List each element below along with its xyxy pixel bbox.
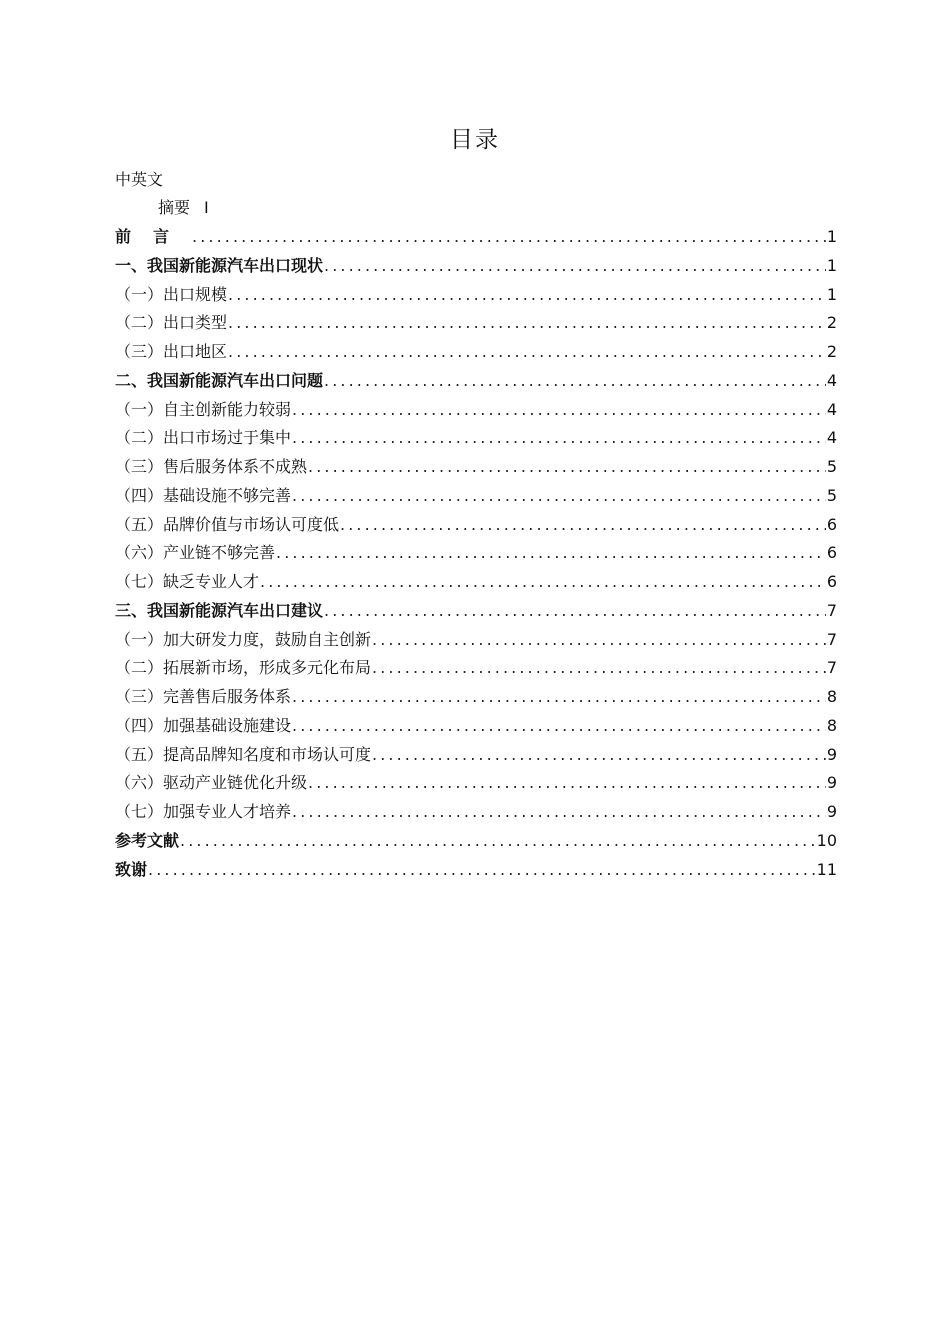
toc-dot-leader (308, 769, 826, 798)
toc-entry[interactable] (115, 511, 837, 540)
toc-entry-page: 1 (826, 255, 837, 275)
toc-entry-page: 9 (826, 802, 837, 821)
toc-entry-page: 7 (826, 658, 837, 678)
toc-dot-leader (292, 482, 826, 511)
toc-dot-leader (308, 453, 826, 482)
toc-abstract-line (158, 197, 209, 219)
toc-dot-leader (180, 827, 816, 856)
toc-dot-leader (148, 856, 816, 885)
toc-list (115, 223, 837, 884)
toc-entry[interactable] (115, 712, 837, 741)
toc-entry-page: 2 (826, 313, 837, 333)
toc-entry-page: 7 (826, 600, 837, 620)
toc-entry-page: 4 (826, 428, 837, 448)
toc-entry-label: （三）出口地区 (115, 342, 228, 361)
toc-entry-label: （一）出口规模 (115, 284, 228, 304)
toc-entry-page: 4 (826, 370, 837, 390)
toc-entry-page: 1 (826, 227, 837, 246)
toc-entry[interactable] (115, 453, 837, 482)
toc-entry-page: 8 (826, 687, 837, 706)
toc-entry[interactable] (115, 424, 837, 453)
toc-dot-leader (292, 424, 826, 453)
toc-entry[interactable] (115, 741, 837, 770)
toc-entry[interactable] (115, 597, 837, 626)
toc-entry-label: （四）加强基础设施建设 (115, 715, 292, 735)
toc-entry[interactable] (115, 281, 837, 310)
toc-abstract-label: 摘要 (158, 198, 191, 217)
toc-entry-page: 9 (826, 744, 837, 764)
toc-dot-leader (372, 741, 826, 770)
page-title: 目录 (450, 127, 500, 153)
toc-dot-leader (228, 281, 826, 310)
toc-entry-page: 1 (826, 284, 837, 304)
toc-dot-leader (228, 338, 826, 367)
toc-dot-leader (228, 309, 826, 338)
toc-entry[interactable] (115, 769, 837, 798)
toc-entry-page: 2 (826, 342, 837, 361)
toc-entry-label: （一）加大研发力度，鼓励自主创新 (115, 629, 372, 649)
toc-entry-page: 5 (826, 457, 837, 476)
toc-entry[interactable] (115, 367, 837, 396)
toc-entry[interactable] (115, 683, 837, 712)
toc-dot-leader (324, 597, 826, 626)
toc-entry-label: 二、我国新能源汽车出口问题 (115, 370, 324, 390)
toc-dot-leader (292, 712, 826, 741)
toc-dot-leader (292, 683, 826, 712)
toc-dot-leader (192, 223, 826, 252)
toc-abstract-page: I (204, 198, 209, 217)
toc-entry[interactable] (115, 626, 837, 655)
toc-entry[interactable] (115, 223, 837, 252)
toc-entry-label: 一、我国新能源汽车出口现状 (115, 255, 324, 275)
toc-entry-label: 三、我国新能源汽车出口建议 (115, 600, 324, 620)
toc-entry-page: 6 (826, 572, 837, 591)
toc-entry-label: （七）缺乏专业人才 (115, 572, 260, 591)
toc-entry-label: （六）驱动产业链优化升级 (115, 773, 308, 793)
toc-dot-leader (372, 654, 826, 683)
toc-dot-leader (292, 396, 826, 425)
toc-entry[interactable] (115, 396, 837, 425)
toc-entry[interactable] (115, 482, 837, 511)
toc-entry-label: （一）自主创新能力较弱 (115, 399, 292, 419)
toc-entry-label: （四）基础设施不够完善 (115, 485, 292, 505)
toc-entry-page: 6 (826, 514, 837, 534)
toc-entry[interactable] (115, 798, 837, 827)
toc-entry-page: 9 (826, 773, 837, 793)
toc-entry-label: （六）产业链不够完善 (115, 543, 276, 563)
toc-entry-page: 8 (826, 715, 837, 735)
toc-entry[interactable] (115, 827, 837, 856)
toc-entry-label: （三）售后服务体系不成熟 (115, 457, 308, 476)
toc-entry-label: （二）拓展新市场，形成多元化布局 (115, 658, 372, 678)
toc-dot-leader (340, 511, 826, 540)
toc-entry-label: （三）完善售后服务体系 (115, 687, 292, 706)
toc-entry-page: 4 (826, 399, 837, 419)
toc-entry[interactable] (115, 856, 837, 885)
toc-entry-page: 11 (816, 859, 837, 879)
toc-entry-page: 6 (826, 543, 837, 563)
toc-dot-leader (292, 798, 826, 827)
toc-entry[interactable] (115, 338, 837, 367)
toc-intro-line: 中英文 (115, 170, 164, 189)
toc-entry-label: （五）提高品牌知名度和市场认可度 (115, 744, 372, 764)
toc-entry-page: 7 (826, 629, 837, 649)
toc-entry-label: （七）加强专业人才培养 (115, 802, 292, 821)
toc-entry-label: （二）出口类型 (115, 313, 228, 333)
toc-dot-leader (276, 539, 826, 568)
toc-entry-label: （二）出口市场过于集中 (115, 428, 292, 448)
toc-entry-label: 前言 (115, 227, 192, 246)
toc-dot-leader (324, 252, 826, 281)
toc-entry-label: 致谢 (115, 859, 148, 879)
toc-entry[interactable] (115, 309, 837, 338)
toc-entry-page: 5 (826, 485, 837, 505)
toc-entry-label: （五）品牌价值与市场认可度低 (115, 514, 340, 534)
toc-entry-page: 10 (816, 830, 837, 850)
toc-dot-leader (372, 626, 826, 655)
toc-dot-leader (324, 367, 826, 396)
toc-entry[interactable] (115, 654, 837, 683)
toc-entry[interactable] (115, 539, 837, 568)
toc-dot-leader (260, 568, 826, 597)
toc-entry[interactable] (115, 252, 837, 281)
toc-entry[interactable] (115, 568, 837, 597)
toc-entry-label: 参考文献 (115, 830, 180, 850)
